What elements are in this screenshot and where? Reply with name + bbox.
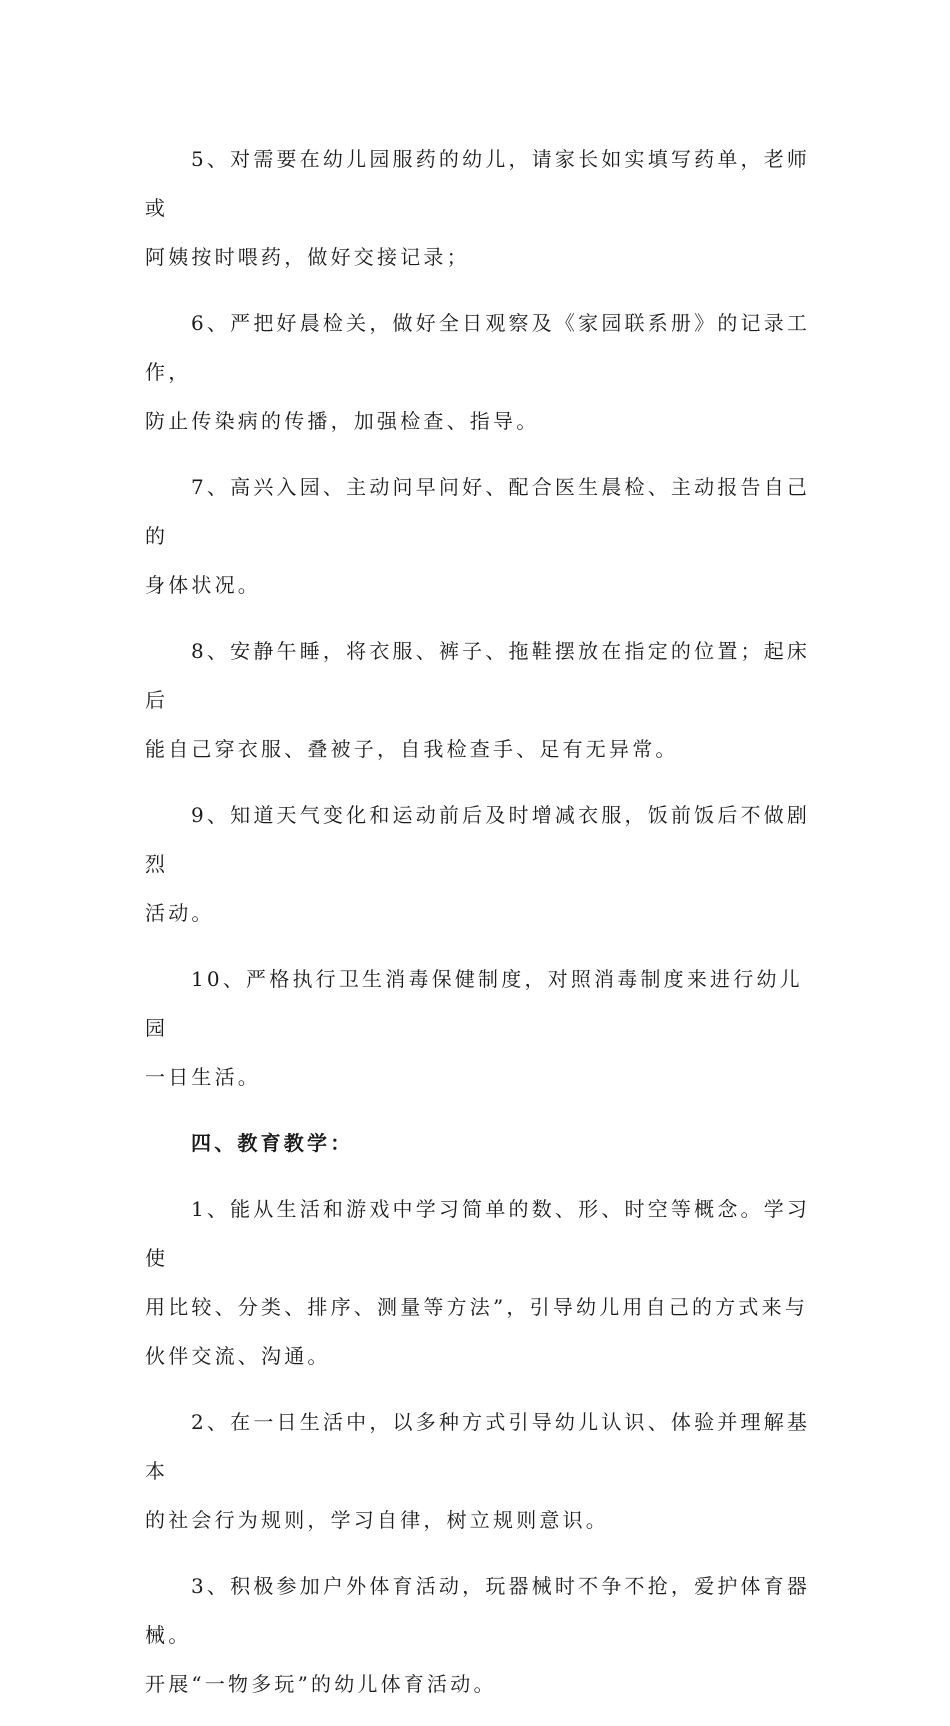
paragraph-line: 2、在一日生活中，以多种方式引导幼儿认识、体验并理解基本	[145, 1410, 811, 1483]
paragraph-line: 防止传染病的传播，加强检查、指导。	[145, 409, 540, 433]
paragraph-line: 9、知道天气变化和运动前后及时增减衣服，饭前饭后不做剧烈	[145, 803, 811, 876]
paragraph-line: 活动。	[145, 901, 215, 925]
paragraph-line: 6、严把好晨检关，做好全日观察及《家园联系册》的记录工作，	[145, 311, 811, 384]
paragraph-line: 8、安静午睡，将衣服、裤子、拖鞋摆放在指定的位置；起床后	[145, 639, 811, 712]
section-paragraph-2	[145, 1398, 825, 1545]
paragraph-line: 的社会行为规则，学习自律，树立规则意识。	[145, 1508, 609, 1532]
paragraph-line: 1、能从生活和游戏中学习简单的数、形、时空等概念。学习使	[145, 1197, 811, 1270]
paragraph-line: 伙伴交流、沟通。	[145, 1344, 331, 1368]
paragraph-line: 5、对需要在幼儿园服药的幼儿，请家长如实填写药单，老师或	[145, 147, 811, 220]
paragraph-line: 7、高兴入园、主动问早问好、配合医生晨检、主动报告自己的	[145, 475, 811, 548]
paragraph-line: 能自己穿衣服、叠被子，自我检查手、足有无异常。	[145, 737, 679, 761]
paragraph-line: 阿姨按时喂药，做好交接记录；	[145, 245, 470, 269]
section-paragraph-1	[145, 1185, 825, 1381]
paragraph-item-9	[145, 791, 825, 938]
section-heading: 四、教育教学：	[191, 1131, 354, 1155]
section-paragraph-3	[145, 1562, 825, 1709]
paragraph-item-6	[145, 299, 825, 446]
paragraph-item-8	[145, 627, 825, 774]
paragraph-line: 用比较、分类、排序、测量等方法”，引导幼儿用自己的方式来与	[145, 1295, 809, 1319]
paragraph-item-7	[145, 463, 825, 610]
document-body	[145, 135, 825, 1726]
paragraph-item-5	[145, 135, 825, 282]
paragraph-item-10	[145, 955, 825, 1102]
paragraph-line: 一日生活。	[145, 1065, 261, 1089]
paragraph-line: 开展“一物多玩”的幼儿体育活动。	[145, 1672, 497, 1696]
paragraph-line: 身体状况。	[145, 573, 261, 597]
paragraph-line: 10、严格执行卫生消毒保健制度，对照消毒制度来进行幼儿园	[145, 967, 803, 1040]
paragraph-line: 3、积极参加户外体育活动，玩器械时不争不抢，爱护体育器械。	[145, 1574, 811, 1647]
